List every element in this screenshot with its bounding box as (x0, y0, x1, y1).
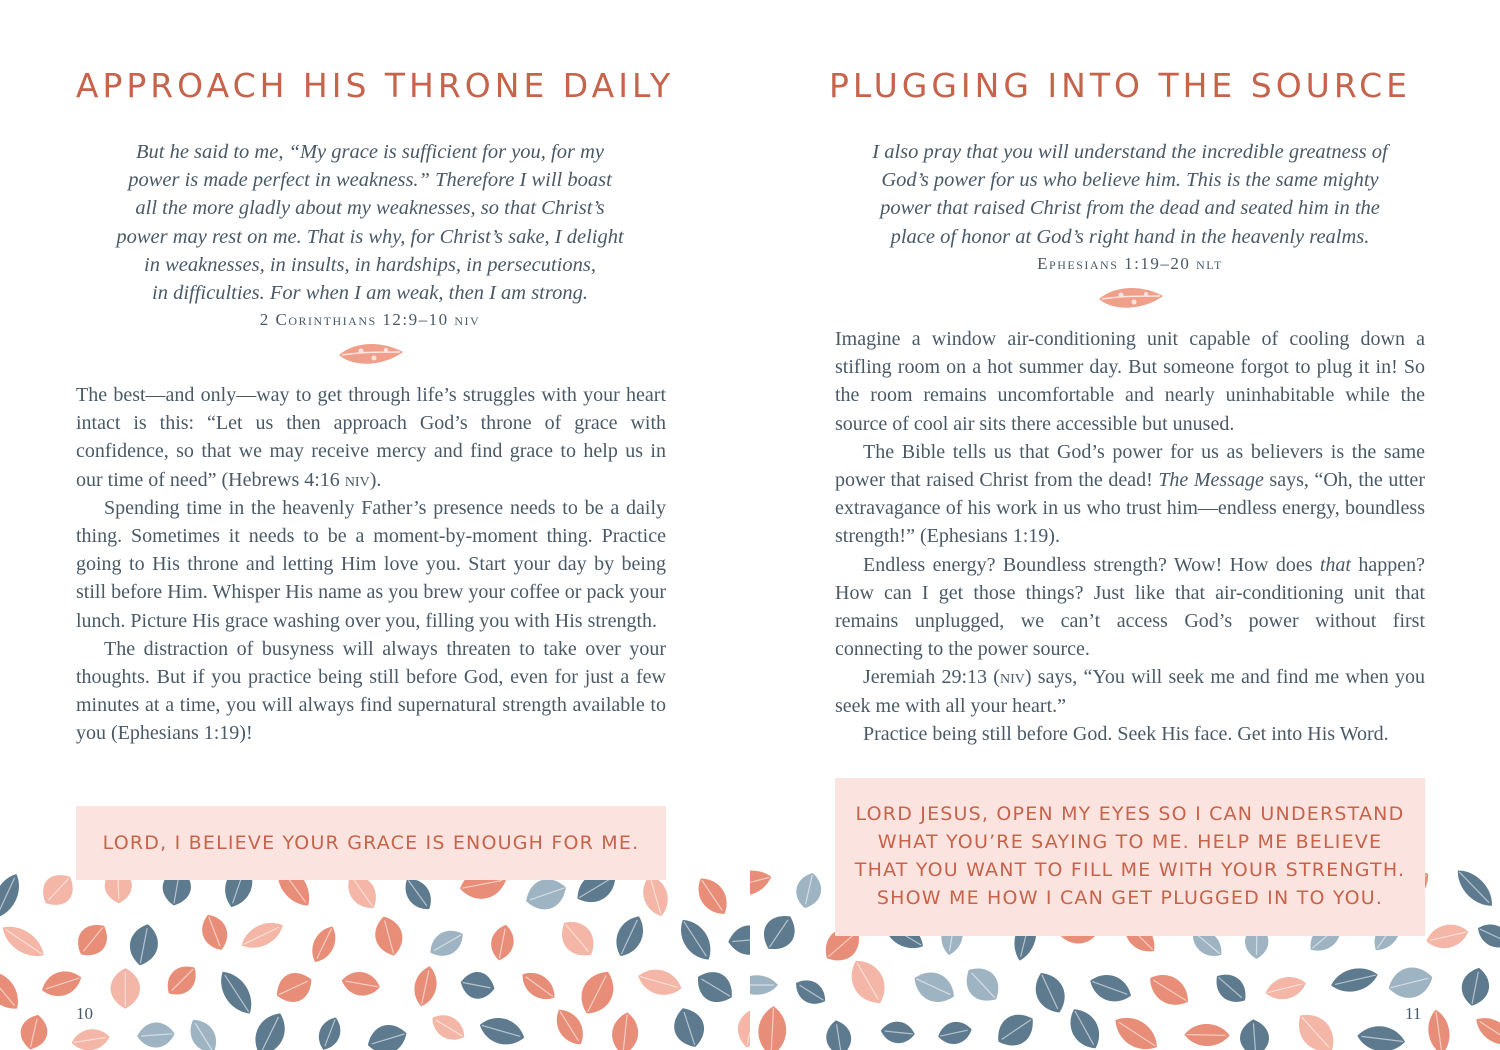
scripture-verse (820, 138, 1440, 251)
verse-line: power is made perfect in weakness.” Therefore I will boast (128, 169, 612, 192)
body-paragraph: The distraction of busyness will always threaten to take over your thoughts. But if you practice being still before God, even for just a few minutes at a time, you will always find supernatural strength available to you (Ephesians 1:19)! (76, 637, 666, 745)
leaf-icon (35, 870, 81, 913)
leaf-icon (1184, 1024, 1230, 1047)
leaf-icon (17, 1012, 51, 1050)
right-page (750, 0, 1500, 1050)
leaf-icon (573, 965, 621, 1020)
leaf-icon (727, 924, 750, 957)
leaf-icon (958, 960, 1007, 1010)
leaf-icon (757, 1005, 787, 1050)
leaf-icon (38, 966, 85, 1001)
leaf-icon (111, 968, 140, 1009)
leaf-icon (635, 964, 685, 1000)
verse-line: power that raised Christ from the dead and seated him in the (880, 197, 1380, 220)
prayer-box (76, 806, 666, 880)
verse-line: in difficulties. For when I am weak, then I am strong. (152, 282, 588, 305)
leaf-icon (610, 1011, 640, 1050)
prayer-line: WHAT YOU’RE SAYING TO ME. HELP ME BELIEVE (877, 831, 1383, 853)
leaf-icon (427, 1009, 470, 1047)
leaf-icon (1426, 1008, 1453, 1050)
leaf-icon (248, 1007, 292, 1050)
leaf-icon (1424, 920, 1471, 952)
prayer-box (835, 778, 1425, 936)
prayer-line: LORD JESUS, OPEN MY EYES SO I CAN UNDERSTAND (855, 803, 1405, 825)
prayer-line: THAT YOU WANT TO FILL ME WITH YOUR STRENGTH. (854, 859, 1406, 881)
verse-line: power may rest on me. That is why, for Christ’s sake, I delight (116, 225, 624, 248)
leaf-icon (1329, 964, 1381, 996)
body-text (76, 381, 666, 748)
prayer-line: LORD, I BELIEVE YOUR GRACE IS ENOUGH FOR ME. (102, 832, 640, 854)
leaf-icon (458, 969, 497, 1002)
leaf-icon (476, 1013, 527, 1050)
leaf-icon (691, 965, 740, 1010)
body-paragraph: The Bible tells us that God’s power for us as believers is the same power that raised Christ from the dead! The Message says, “Oh, the utter extravagance of his work in us who trust him—endless energy, boundless strength!” (Ephesians 1:19). (835, 440, 1425, 548)
leaf-icon (1290, 1006, 1343, 1050)
verse-line: God’s power for us who believe him. This is the same mighty (881, 169, 1379, 192)
leaf-divider-icon (1096, 284, 1166, 314)
leaf-icon (669, 1004, 710, 1050)
leaf-icon (1263, 973, 1309, 1004)
verse-line: I also pray that you will understand the incredible greatness of (872, 141, 1388, 163)
verse-line: But he said to me, “My grace is sufficient for you, for my (135, 141, 605, 163)
leaf-icon (550, 1004, 591, 1050)
leaf-icon (425, 924, 469, 962)
page-title: APPROACH HIS THRONE DAILY (75, 66, 675, 105)
leaf-icon (909, 965, 960, 1009)
leaf-icon (1451, 870, 1499, 913)
leaf-icon (271, 967, 317, 1009)
leaf-icon (0, 870, 26, 922)
leaf-icon (1239, 1018, 1270, 1050)
leaf-icon (0, 919, 50, 964)
leaf-icon (237, 916, 287, 954)
body-paragraph: Spending time in the heavenly Father’s presence needs to be a daily thing. Sometimes it needs to be a moment-by-moment thing. Practice going to His throne and letting Him love you. Start your day by being still before Him. Whisper His name as you brew your coffee or pack your lunch. Picture His grace washing over you, filling you with His strength. (76, 496, 666, 632)
leaf-icon (126, 922, 161, 968)
page-title: PLUGGING INTO THE SOURCE (828, 66, 1412, 105)
leaf-icon (371, 913, 407, 959)
leaf-icon (1209, 967, 1253, 1009)
body-paragraph: Practice being still before God. Seek His face. Get into His Word. (863, 722, 1389, 745)
leaf-icon (691, 872, 735, 921)
scripture-reference: 2 Corinthians 12:9–10 niv (259, 310, 481, 329)
leaf-icon (160, 959, 203, 1002)
leaf-icon (673, 914, 718, 966)
leaf-icon (1029, 967, 1072, 1018)
verse-line: all the more gladly about my weaknesses, so that Christ’s (135, 197, 605, 220)
page-number: 10 (76, 1004, 93, 1023)
verse-line: in weaknesses, in insults, in hardships, in persecutions, (144, 253, 596, 276)
prayer-line: SHOW ME HOW I CAN GET PLUGGED IN TO YOU. (876, 887, 1384, 909)
body-paragraph: Jeremiah 29:13 (niv) says, “You will seek me and find me when you seek me with all your heart.” (835, 666, 1425, 717)
leaf-icon (213, 965, 259, 1019)
scripture-verse (60, 138, 680, 307)
leaf-icon (880, 1020, 916, 1045)
leaf-icon (1356, 1024, 1407, 1050)
leaf-divider-icon (336, 340, 406, 370)
leaf-icon (411, 964, 441, 1009)
leaf-icon (1473, 919, 1500, 954)
body-paragraph: Imagine a window air-conditioning unit capable of cooling down a stifling room on a hot summer day. But someone forgot to plug it in! So the room remains uncomfortable and nearly uninhabitable while the source of cool air sits there accessible but unused. (835, 328, 1425, 435)
leaf-icon (990, 1007, 1040, 1050)
leaf-icon (553, 914, 602, 964)
leaf-icon (306, 922, 341, 966)
leaf-icon (824, 1018, 854, 1050)
leaf-icon (843, 953, 893, 1010)
body-text (835, 325, 1425, 748)
scripture-reference: Ephesians 1:19–20 nlt (1037, 254, 1223, 273)
leaf-icon (756, 908, 803, 957)
leaf-icon (1143, 967, 1195, 1013)
leaf-icon (136, 1021, 175, 1049)
body-paragraph: The best—and only—way to get through life’s struggles with your heart intact is this: “Let us then approach God’s throne of grace with confidence, so that we may receive mercy and find grace to help us in our time of need” (Hebrews 4:16 niv). (76, 384, 666, 491)
page-number: 11 (1405, 1004, 1422, 1023)
leaf-icon (1063, 1003, 1107, 1050)
leaf-icon (70, 1027, 111, 1050)
leaf-icon (314, 1014, 345, 1050)
leaf-icon (1108, 1009, 1163, 1050)
leaf-icon (364, 1020, 411, 1050)
leaf-icon (488, 923, 517, 963)
leaf-pattern-decoration (0, 870, 750, 1050)
verse-line: place of honor at God’s right hand in the heavenly realms. (890, 225, 1370, 248)
leaf-icon (340, 969, 382, 999)
leaf-icon (0, 963, 27, 1016)
leaf-icon (750, 870, 774, 901)
leaf-icon (610, 911, 650, 961)
leaf-icon (1385, 963, 1436, 1003)
leaf-icon (197, 910, 233, 954)
leaf-icon (184, 1014, 224, 1050)
leaf-icon (70, 917, 115, 963)
leaf-icon (750, 975, 778, 995)
leaf-icon (734, 1005, 750, 1050)
leaf-icon (516, 966, 561, 1007)
leaf-icon (936, 1019, 974, 1048)
leaf-icon (1086, 969, 1135, 1007)
leaf-icon (1458, 965, 1492, 1008)
leaf-icon (790, 974, 830, 1010)
leaf-icon (1471, 1011, 1500, 1050)
leaf-icon (793, 870, 825, 911)
body-paragraph: Endless energy? Boundless strength? Wow! How does that happen? How can I get those things? Just like that air-conditioning unit that remains unplugged, we can’t access God’s power without first connecting to the power source. (835, 553, 1425, 661)
